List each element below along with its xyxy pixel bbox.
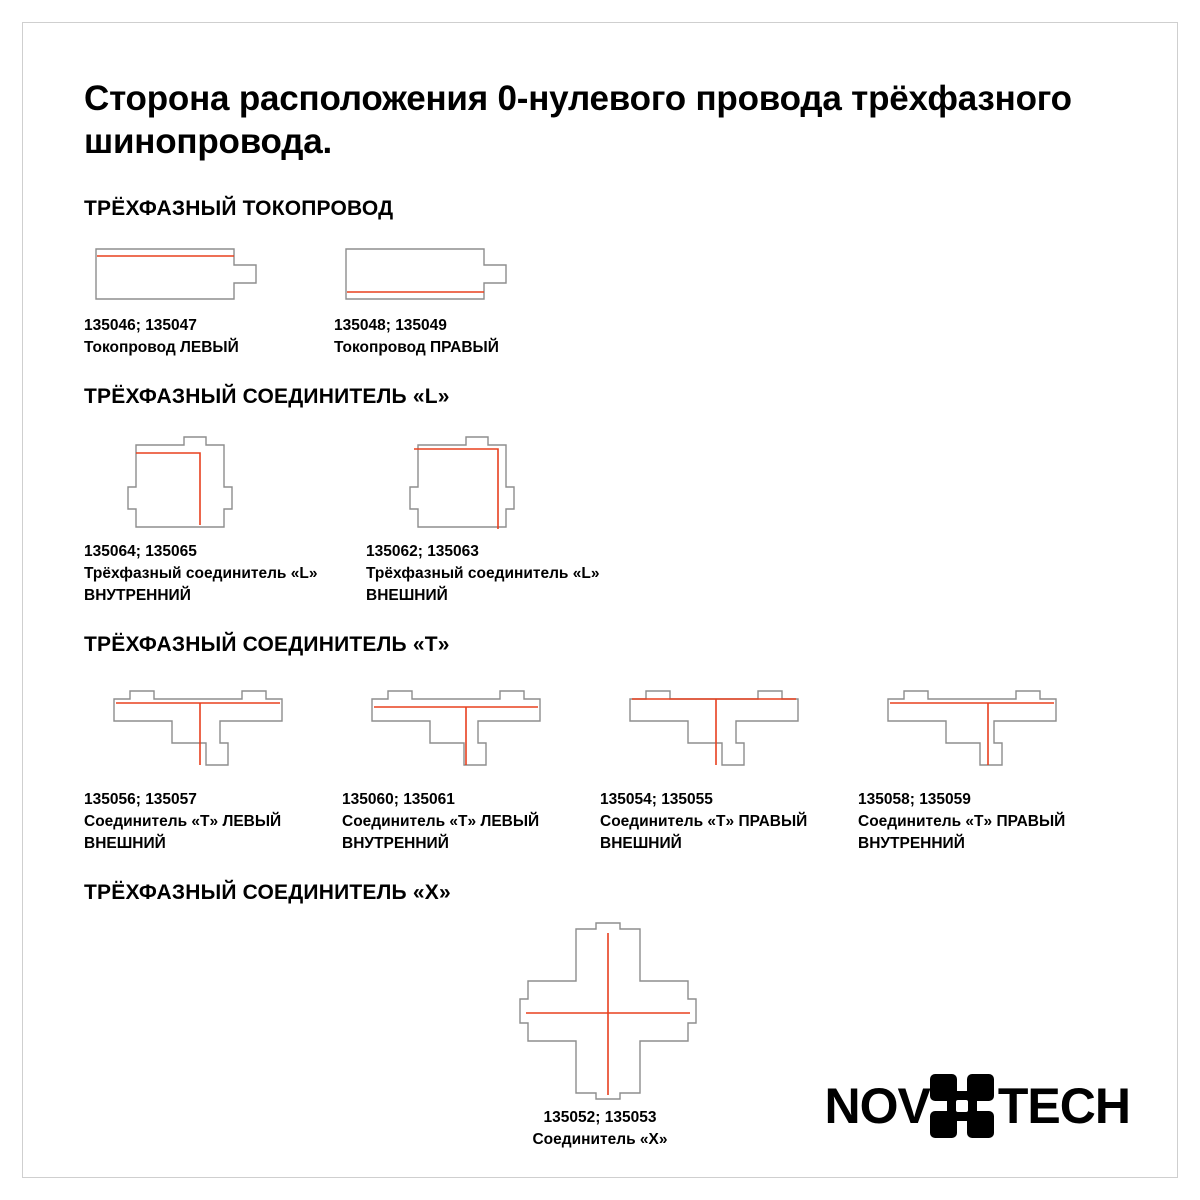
product-code: 135054; 135055 [600,791,713,809]
product-item-135052 [500,921,700,1151]
product-desc: Соединитель «Т» ЛЕВЫЙ ВНУТРЕННИЙ [342,813,540,853]
caption-135056 [84,789,342,855]
diagram-feed-left [84,237,334,309]
poster-content [46,46,1154,1151]
section-heading-connector-l: ТРЁХФАЗНЫЙ СОЕДИНИТЕЛЬ «L» [84,385,450,409]
caption-135048 [334,315,634,359]
product-desc: Токопровод ЛЕВЫЙ [84,339,239,357]
t-right-outer-svg [620,673,820,783]
feed-right-svg [334,237,534,309]
product-code: 135052; 135053 [543,1109,657,1127]
product-desc: Трёхфазный соединитель «L» ВНУТРЕННИЙ [84,565,318,605]
diagram-t-right-outer [600,673,858,783]
product-item-135046 [84,237,334,359]
caption-135052 [500,1107,700,1151]
caption-135062 [366,541,666,607]
product-code: 135058; 135059 [858,791,971,809]
product-desc: Трёхфазный соединитель «L» ВНЕШНИЙ [366,565,600,605]
x-connector-svg [500,921,700,1101]
product-desc: Соединитель «X» [532,1131,668,1149]
logo-text-suffix: TECH [997,1078,1130,1134]
product-item-135060 [342,673,600,855]
product-desc: Соединитель «Т» ЛЕВЫЙ ВНЕШНИЙ [84,813,282,853]
diagram-feed-right [334,237,634,309]
section-items-row [84,673,1116,855]
product-code: 135048; 135049 [334,317,447,335]
product-code: 135056; 135057 [84,791,197,809]
section-items-row [84,425,1116,607]
product-item-135064 [84,425,366,607]
diagram-l-outer [366,425,666,535]
caption-135064 [84,541,366,607]
caption-135058 [858,789,1116,855]
t-left-inner-svg [362,673,562,783]
diagram-t-left-outer [84,673,342,783]
product-code: 135046; 135047 [84,317,197,335]
section-items-row [84,237,1116,359]
product-code: 135062; 135063 [366,543,479,561]
l-inner-svg [116,425,276,535]
t-left-outer-svg [104,673,304,783]
section-heading-connector-x: ТРЁХФАЗНЫЙ СОЕДИНИТЕЛЬ «X» [84,881,451,905]
diagram-l-inner [84,425,366,535]
product-code: 135060; 135061 [342,791,455,809]
product-desc: Токопровод ПРАВЫЙ [334,339,499,357]
section-heading-connector-t: ТРЁХФАЗНЫЙ СОЕДИНИТЕЛЬ «Т» [84,633,450,657]
section-heading-tokoprovod: ТРЁХФАЗНЫЙ ТОКОПРОВОД [84,197,394,221]
product-item-135054 [600,673,858,855]
product-desc: Соединитель «Т» ПРАВЫЙ ВНУТРЕННИЙ [858,813,1066,853]
logo-mark-icon [930,1074,994,1138]
feed-left-svg [84,237,284,309]
product-item-135062 [366,425,666,607]
logo-text-prefix: NOV [824,1078,930,1134]
caption-135054 [600,789,858,855]
section-connector-l [84,385,1116,607]
diagram-x-connector [500,921,700,1101]
product-item-135058 [858,673,1116,855]
product-desc: Соединитель «Т» ПРАВЫЙ ВНЕШНИЙ [600,813,808,853]
product-item-135048 [334,237,634,359]
diagram-t-right-inner [858,673,1116,783]
product-item-135056 [84,673,342,855]
page-title: Сторона расположения 0-нулевого провода трёхфазного шинопровода. [84,79,1072,161]
caption-135060 [342,789,600,855]
section-connector-t [84,633,1116,855]
caption-135046 [84,315,334,359]
product-code: 135064; 135065 [84,543,197,561]
section-tokoprovod [84,197,1116,359]
l-outer-svg [398,425,558,535]
brand-logo [825,1074,1130,1138]
t-right-inner-svg [878,673,1078,783]
diagram-t-left-inner [342,673,600,783]
